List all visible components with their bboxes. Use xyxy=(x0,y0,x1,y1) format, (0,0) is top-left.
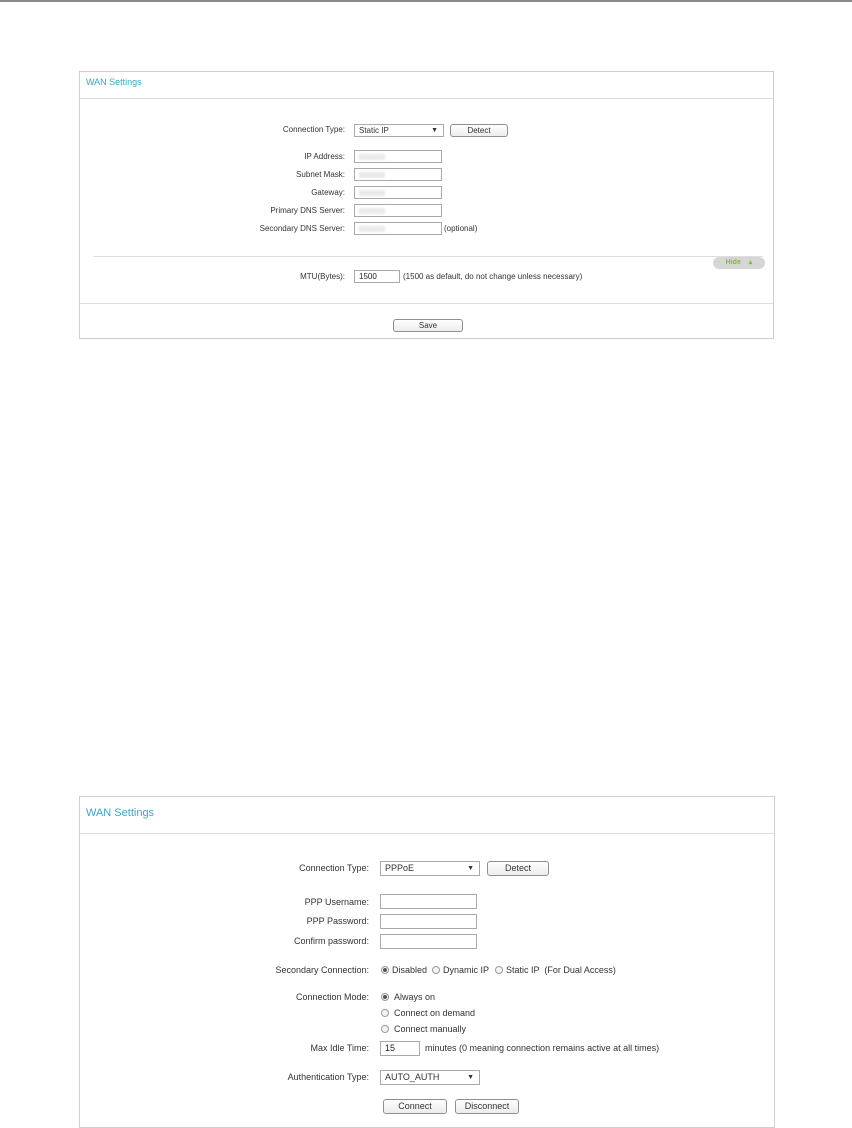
panel-title: WAN Settings xyxy=(86,807,155,819)
radio-icon[interactable] xyxy=(381,966,389,974)
connection-type-value: PPPoE xyxy=(385,863,415,873)
secondary-dns-label: Secondary DNS Server: xyxy=(259,224,345,233)
gateway-label: Gateway: xyxy=(311,188,345,197)
mtu-note: (1500 as default, do not change unless necessary) xyxy=(403,272,583,281)
authentication-type-value: AUTO_AUTH xyxy=(385,1072,440,1082)
mtu-label: MTU(Bytes): xyxy=(300,272,345,281)
subnet-mask-label: Subnet Mask: xyxy=(296,170,345,179)
secondary-dns-input[interactable] xyxy=(354,222,442,235)
ppp-username-input[interactable] xyxy=(380,894,477,909)
radio-icon[interactable] xyxy=(432,966,440,974)
primary-dns-input[interactable] xyxy=(354,204,442,217)
wan-settings-static-panel xyxy=(79,71,774,339)
authentication-type-select[interactable] xyxy=(380,1070,480,1085)
detect-button[interactable]: Detect xyxy=(487,861,549,876)
detect-button[interactable]: Detect xyxy=(450,124,508,137)
panel-title: WAN Settings xyxy=(86,77,142,87)
advanced-divider xyxy=(93,256,763,257)
secondary-option-disabled[interactable]: Disabled xyxy=(392,965,428,975)
gateway-input[interactable] xyxy=(354,186,442,199)
radio-icon[interactable] xyxy=(495,966,503,974)
max-idle-time-note: minutes (0 meaning connection remains active at all times) xyxy=(425,1043,660,1053)
max-idle-time-input[interactable]: 15 xyxy=(380,1041,420,1056)
ppp-username-label: PPP Username: xyxy=(304,897,369,907)
connect-button[interactable]: Connect xyxy=(383,1099,447,1114)
caret-down-icon: ▼ xyxy=(467,1074,474,1081)
connection-mode-label: Connection Mode: xyxy=(295,992,369,1002)
caret-down-icon: ▼ xyxy=(467,865,474,872)
save-button[interactable]: Save xyxy=(393,319,463,332)
confirm-password-label: Confirm password: xyxy=(293,936,369,946)
connection-type-select[interactable] xyxy=(354,124,444,137)
disconnect-button[interactable]: Disconnect xyxy=(455,1099,519,1114)
subnet-mask-input[interactable] xyxy=(354,168,442,181)
secondary-option-static-ip[interactable]: Static IP (For Dual Access) xyxy=(506,965,616,975)
secondary-connection-label: Secondary Connection: xyxy=(275,965,369,975)
optional-note: (optional) xyxy=(444,224,478,233)
blurred-value xyxy=(359,208,385,214)
ip-address-input[interactable] xyxy=(354,150,442,163)
title-divider xyxy=(80,833,774,834)
connection-type-select[interactable] xyxy=(380,861,480,876)
footer-divider xyxy=(80,303,773,304)
mode-option-manually[interactable]: Connect manually xyxy=(394,1024,467,1034)
secondary-option-dynamic-ip[interactable]: Dynamic IP xyxy=(443,965,490,975)
wan-settings-pppoe-panel xyxy=(79,796,775,1128)
primary-dns-label: Primary DNS Server: xyxy=(270,206,345,215)
title-divider xyxy=(80,98,773,99)
mtu-input[interactable]: 1500 xyxy=(354,270,400,283)
connection-type-value: Static IP xyxy=(359,126,389,135)
ip-address-label: IP Address: xyxy=(304,152,345,161)
confirm-password-input[interactable] xyxy=(380,934,477,949)
chevron-up-icon: ▴ xyxy=(748,259,753,266)
max-idle-time-label: Max Idle Time: xyxy=(310,1043,369,1053)
radio-icon[interactable] xyxy=(381,1025,389,1033)
radio-icon[interactable] xyxy=(381,993,389,1001)
ppp-password-label: PPP Password: xyxy=(306,916,369,926)
mode-option-always-on[interactable]: Always on xyxy=(394,992,436,1002)
caret-down-icon: ▼ xyxy=(431,127,438,134)
blurred-value xyxy=(359,226,385,232)
blurred-value xyxy=(359,190,385,196)
blurred-value xyxy=(359,172,385,178)
blurred-value xyxy=(359,154,385,160)
mode-option-on-demand[interactable]: Connect on demand xyxy=(394,1008,476,1018)
hide-label: Hide xyxy=(725,259,741,266)
authentication-type-label: Authentication Type: xyxy=(287,1072,369,1082)
connection-type-label: Connection Type: xyxy=(282,125,345,134)
radio-icon[interactable] xyxy=(381,1009,389,1017)
connection-type-label: Connection Type: xyxy=(299,863,369,873)
top-divider xyxy=(0,0,852,2)
hide-toggle[interactable] xyxy=(713,257,765,269)
ppp-password-input[interactable] xyxy=(380,914,477,929)
